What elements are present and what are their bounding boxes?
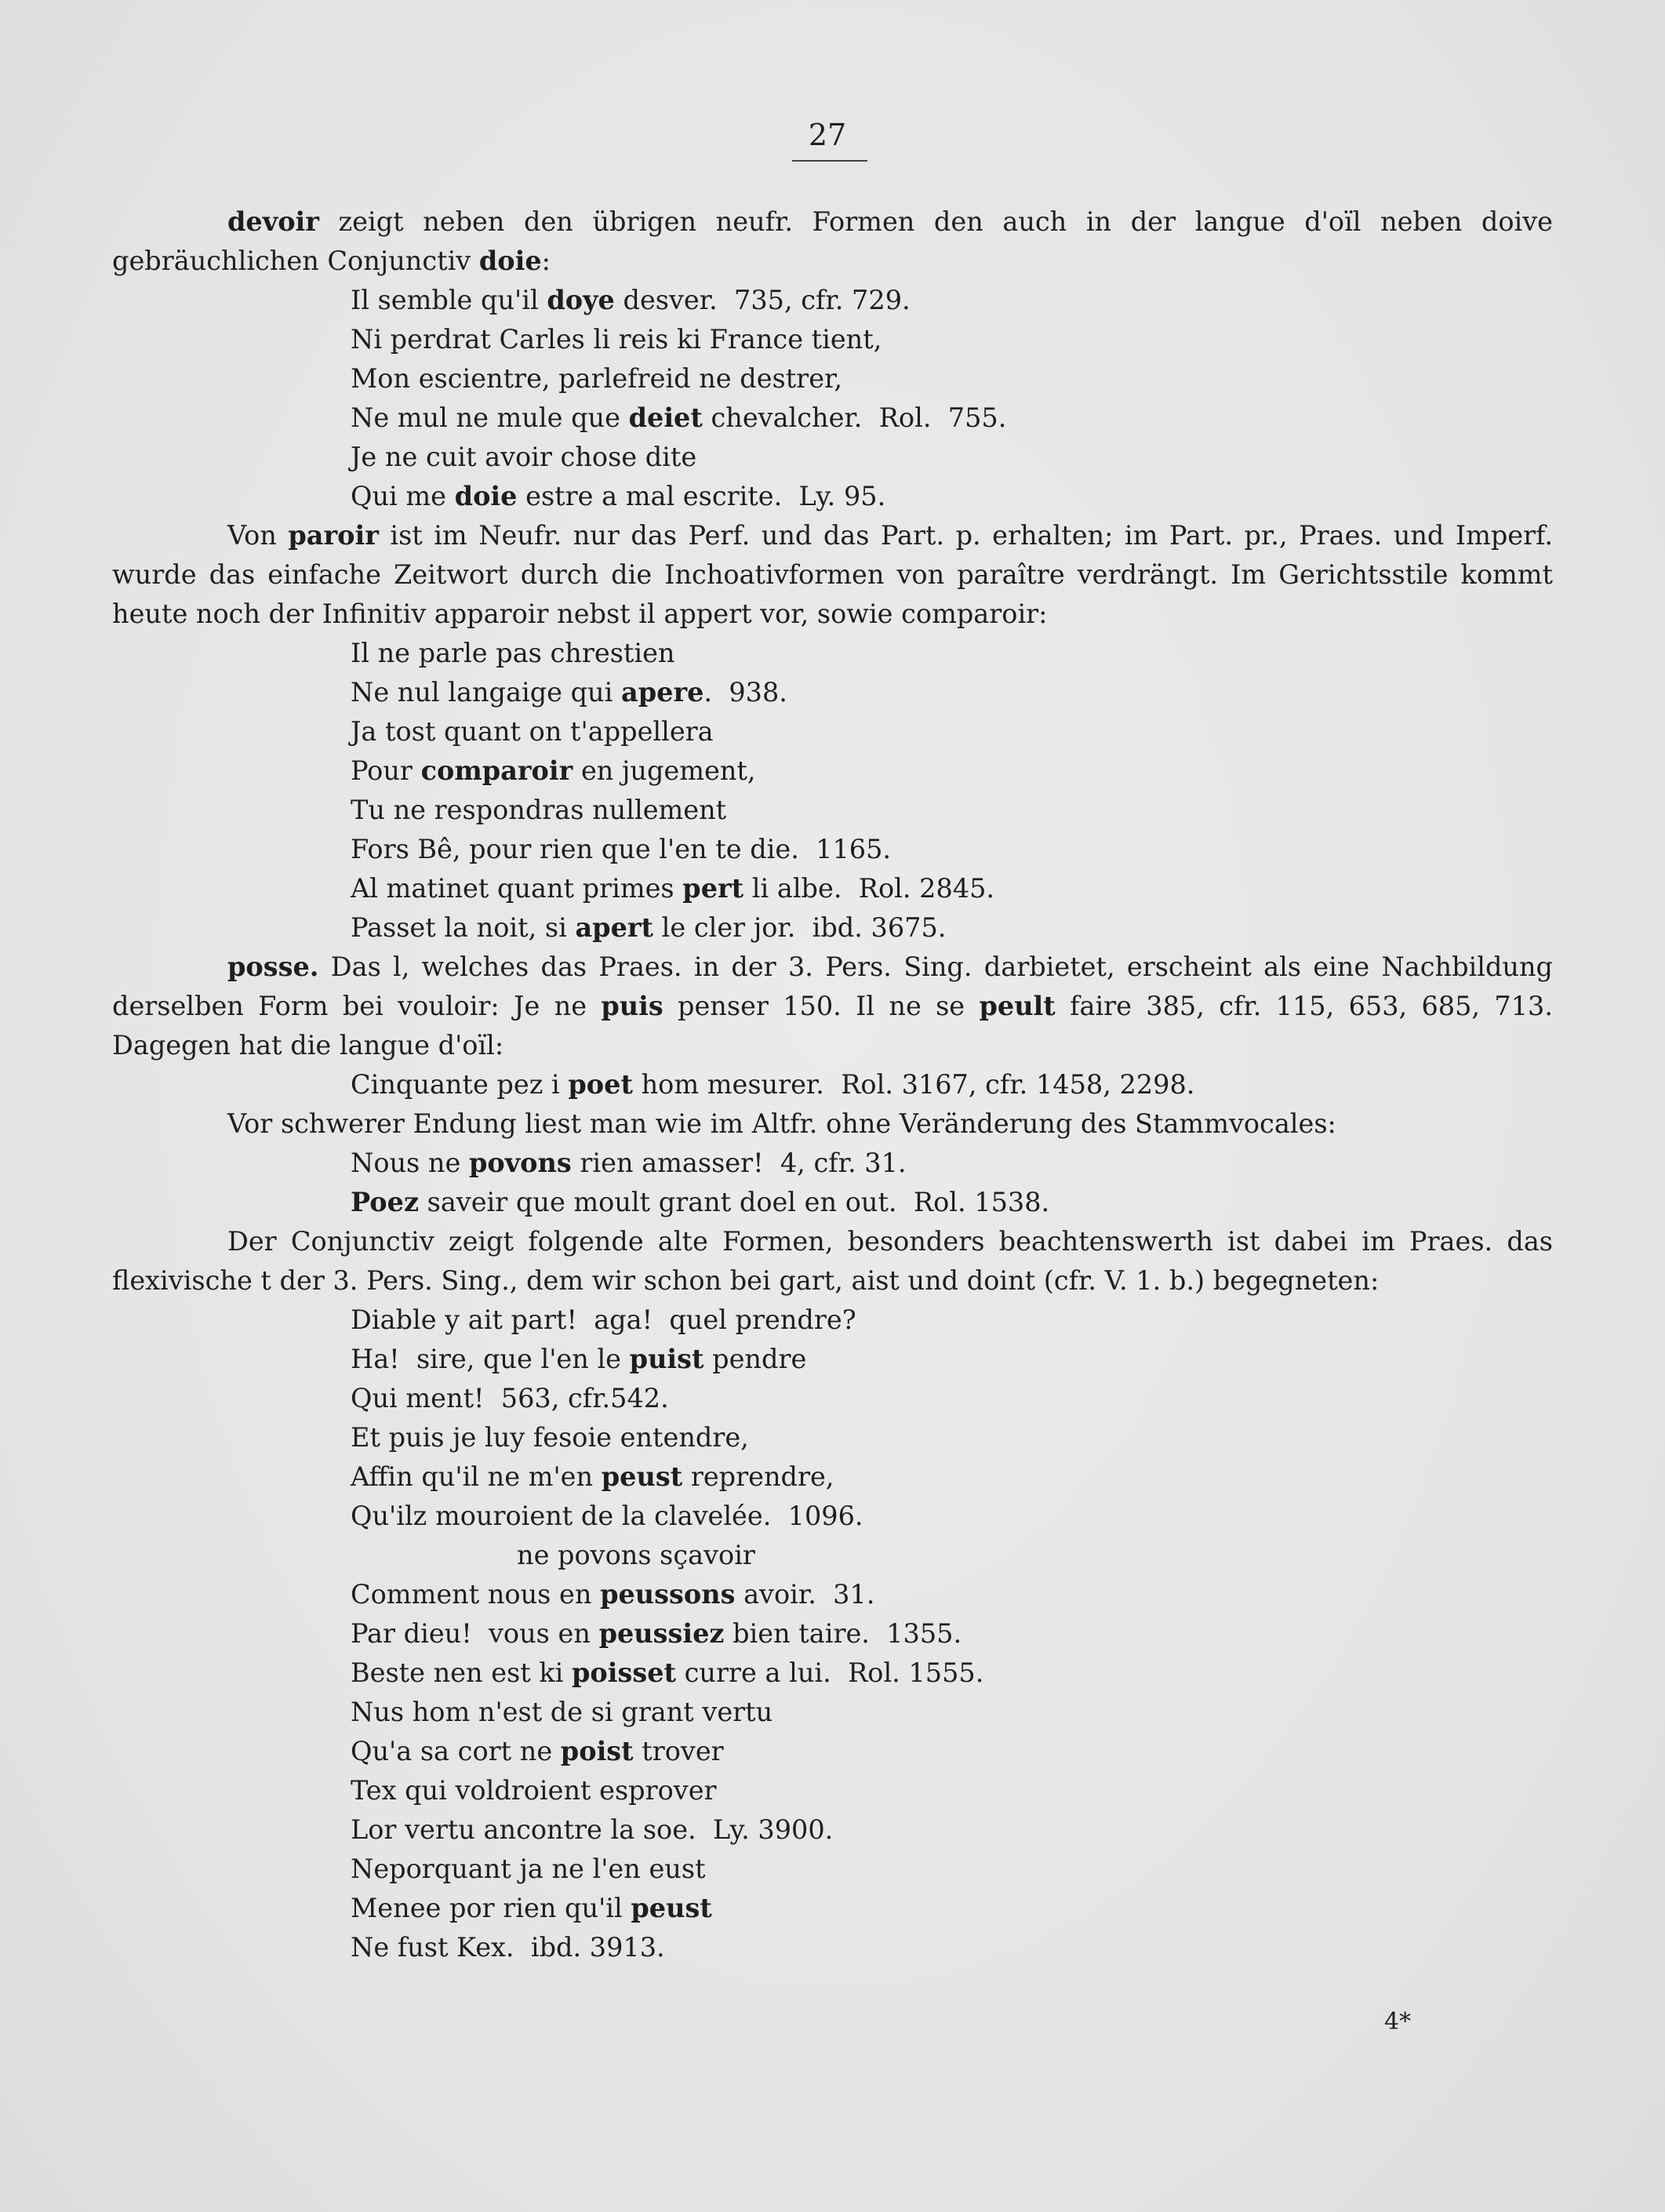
emphasized-form: peussons	[600, 1579, 736, 1610]
quoted-verse-line	[112, 359, 1553, 398]
text-run: faire 385, cfr. 115, 653, 685, 713. Dagegen hat die langue d'oïl:	[112, 991, 1553, 1061]
text-run: Nous ne	[351, 1148, 469, 1178]
emphasized-form: posse.	[227, 951, 319, 982]
text-run: Der Conjunctiv zeigt folgende alte Formen, besonders beachtenswerth ist dabei im Praes. das flexivische t der 3. Pers. Sing., dem wir schon bei gart, aist und doint (cfr. V. 1. b.) begegneten:	[112, 1226, 1553, 1296]
text-run: Comment nous en	[351, 1579, 601, 1610]
paragraph	[112, 948, 1553, 1065]
quoted-verse-line	[112, 830, 1553, 869]
quoted-verse-line	[112, 869, 1553, 908]
text-run: chevalcher. Rol. 755.	[702, 402, 1007, 433]
text-run: saveir que moult grant doel en out. Rol. 1538.	[418, 1187, 1050, 1217]
text-run: Diable y ait part! aga! quel prendre?	[351, 1304, 856, 1335]
quoted-verse-line	[112, 438, 1553, 477]
text-run: Affin qu'il ne m'en	[351, 1461, 602, 1492]
text-run: Fors Bê, pour rien que l'en te die. 1165.	[351, 834, 892, 864]
text-run: . 938.	[703, 677, 787, 708]
emphasized-form: doie	[478, 246, 542, 276]
quoted-verse-line	[112, 1301, 1553, 1340]
text-run: curre a lui. Rol. 1555.	[676, 1657, 984, 1688]
text-run: Al matinet quant primes	[351, 873, 683, 904]
quoted-verse-line	[112, 791, 1553, 830]
text-run: Ja tost quant on t'appellera	[351, 716, 714, 747]
quoted-verse-line	[112, 1810, 1553, 1850]
text-run: trover	[633, 1736, 724, 1766]
emphasized-form: peussiez	[598, 1618, 725, 1649]
text-run: Ne mul ne mule que	[351, 402, 629, 433]
text-run: Neporquant ja ne l'en eust	[351, 1854, 706, 1884]
text-run: Nus hom n'est de si grant vertu	[351, 1697, 773, 1727]
quoted-verse-line	[112, 1928, 1553, 1967]
text-run: reprendre,	[682, 1461, 834, 1492]
emphasized-form: puist	[629, 1344, 704, 1374]
text-run: en jugement,	[573, 755, 756, 786]
text-run: Das l, welches das Praes. in der 3. Pers. Sing. darbietet, erscheint als eine Nachbildung derselben Form bei vouloir: Je ne	[112, 951, 1553, 1021]
text-run: Passet la noit, si	[351, 912, 576, 943]
quoted-verse-line	[112, 1889, 1553, 1928]
text-run: Qui me	[351, 481, 455, 511]
quoted-verse-line	[112, 1732, 1553, 1771]
quoted-verse-line	[112, 1575, 1553, 1614]
emphasized-form: comparoir	[420, 755, 573, 786]
quoted-verse-line	[112, 1340, 1553, 1379]
emphasized-form: apert	[575, 912, 654, 943]
emphasized-form: poet	[568, 1069, 633, 1100]
emphasized-form: peult	[979, 991, 1056, 1021]
quoted-verse-line	[112, 751, 1553, 791]
text-run: Pour	[351, 755, 421, 786]
emphasized-form: deiet	[628, 402, 703, 433]
emphasized-form: poist	[560, 1736, 634, 1766]
text-run: Par dieu! vous en	[351, 1618, 599, 1649]
text-run: zeigt neben den übrigen neufr. Formen den auch in der langue d'oïl neben doive gebräuchlichen Conjunctiv	[112, 206, 1553, 276]
text-run: Je ne cuit avoir chose dite	[351, 442, 697, 472]
text-run: ne povons sçavoir	[517, 1540, 755, 1570]
quoted-verse-line	[112, 1693, 1553, 1732]
quoted-verse-line	[112, 1065, 1553, 1104]
quoted-verse-line	[112, 477, 1553, 516]
text-run: Ne fust Kex. ibd. 3913.	[351, 1932, 665, 1963]
text-run: estre a mal escrite. Ly. 95.	[517, 481, 886, 511]
text-run: pendre	[703, 1344, 807, 1374]
paragraph	[112, 1104, 1553, 1144]
quoted-verse-line	[112, 1497, 1553, 1536]
text-run: Menee por rien qu'il	[351, 1893, 631, 1923]
quoted-verse-line	[112, 1771, 1553, 1810]
quoted-verse-line	[112, 1379, 1553, 1418]
quoted-verse-line	[112, 320, 1553, 359]
page-number: 27	[808, 118, 847, 152]
quoted-verse-line	[112, 1654, 1553, 1693]
text-run: Tex qui voldroient esprover	[351, 1775, 717, 1806]
quoted-verse-line	[112, 634, 1553, 673]
emphasized-form: paroir	[288, 520, 379, 551]
emphasized-form: apere	[621, 677, 704, 708]
text-run: Qu'ilz mouroient de la clavelée. 1096.	[351, 1501, 863, 1531]
emphasized-form: Poez	[351, 1187, 419, 1217]
quoted-verse-line	[112, 281, 1553, 320]
paragraph	[112, 516, 1553, 634]
emphasized-form: povons	[468, 1148, 572, 1178]
quoted-verse-line	[112, 1144, 1553, 1183]
emphasized-form: peust	[601, 1461, 683, 1492]
emphasized-form: doie	[454, 481, 518, 511]
text-run: Von	[227, 520, 289, 551]
text-run: Qui ment! 563, cfr.542.	[351, 1383, 669, 1413]
text-run: li albe. Rol. 2845.	[743, 873, 995, 904]
emphasized-form: doye	[547, 285, 615, 315]
text-run: Ha! sire, que l'en le	[351, 1344, 630, 1374]
quoted-verse-line	[112, 1614, 1553, 1654]
signature-mark: 4*	[1384, 2008, 1412, 2036]
quoted-verse-line	[112, 1457, 1553, 1497]
text-run: Cinquante pez i	[351, 1069, 569, 1100]
text-run: ist im Neufr. nur das Perf. und das Part. p. erhalten; im Part. pr., Praes. und Imperf. wurde das einfache Zeitwort durch die Inchoativformen von paraître verdrängt. Im Gerichtsstile kommt heute noch der Infinitiv apparoir nebst il appert vor, sowie comparoir:	[112, 520, 1553, 629]
quoted-verse-line	[112, 1536, 1553, 1575]
text-run: bien taire. 1355.	[724, 1618, 962, 1649]
text-run: Vor schwerer Endung liest man wie im Altfr. ohne Veränderung des Stammvocales:	[227, 1108, 1336, 1139]
emphasized-form: pert	[682, 873, 744, 904]
emphasized-form: poisset	[572, 1657, 677, 1688]
text-run: Mon escientre, parlefreid ne destrer,	[351, 363, 842, 394]
body-text	[112, 202, 1553, 1967]
text-run: avoir. 31.	[735, 1579, 875, 1610]
text-run: Lor vertu ancontre la soe. Ly. 3900.	[351, 1814, 834, 1845]
emphasized-form: peust	[631, 1893, 712, 1923]
text-run: hom mesurer. Rol. 3167, cfr. 1458, 2298.	[632, 1069, 1195, 1100]
paragraph	[112, 1222, 1553, 1301]
quoted-verse-line	[112, 1418, 1553, 1457]
text-run: penser 150. Il ne se	[663, 991, 980, 1021]
paragraph	[112, 202, 1553, 281]
quoted-verse-line	[112, 1183, 1553, 1222]
text-run: Et puis je luy fesoie entendre,	[351, 1422, 749, 1453]
quoted-verse-line	[112, 673, 1553, 712]
text-run: Qu'a sa cort ne	[351, 1736, 561, 1766]
quoted-verse-line	[112, 908, 1553, 948]
page-number-underline	[792, 160, 867, 162]
text-run: Beste nen est ki	[351, 1657, 572, 1688]
text-run: desver. 735, cfr. 729.	[614, 285, 911, 315]
text-run: Ne nul langaige qui	[351, 677, 621, 708]
quoted-verse-line	[112, 398, 1553, 438]
text-run: Il semble qu'il	[351, 285, 547, 315]
quoted-verse-line	[112, 1850, 1553, 1889]
text-run: Tu ne respondras nullement	[351, 795, 727, 825]
text-run: le cler jor. ibd. 3675.	[653, 912, 947, 943]
text-run: rien amasser! 4, cfr. 31.	[571, 1148, 907, 1178]
emphasized-form: puis	[601, 991, 663, 1021]
text-run: Ni perdrat Carles li reis ki France tient,	[351, 324, 882, 355]
text-run: Il ne parle pas chrestien	[351, 638, 675, 668]
quoted-verse-line	[112, 712, 1553, 751]
text-run: :	[541, 246, 551, 276]
emphasized-form: devoir	[227, 206, 319, 237]
